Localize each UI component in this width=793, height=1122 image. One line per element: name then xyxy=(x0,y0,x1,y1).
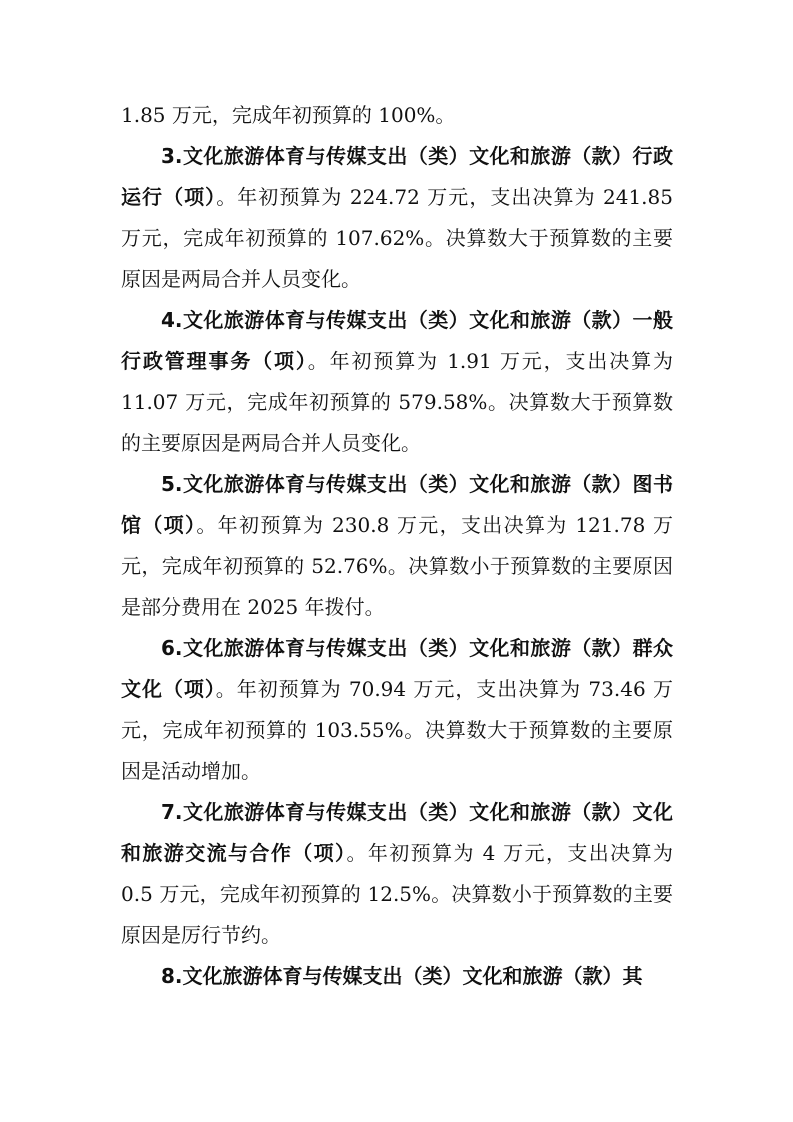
item-paragraph-6 xyxy=(121,628,673,792)
item-body-3: 。年初预算为 224.72 万元，支出决算为 241.85 万元，完成年初预算的 107.62%。决算数大于预算数的主要原因是两局合并人员变化。 xyxy=(121,185,673,291)
item-paragraph-3 xyxy=(121,136,673,300)
item-paragraph-7 xyxy=(121,792,673,956)
item-paragraph-5 xyxy=(121,464,673,628)
continuation-paragraph: 1.85 万元，完成年初预算的 100%。 xyxy=(121,103,456,127)
item-heading-4: 4.文化旅游体育与传媒支出（类）文化和旅游（款）一般行政管理事务（项） xyxy=(121,308,673,373)
item-paragraph-4 xyxy=(121,300,673,464)
item-heading-7: 7.文化旅游体育与传媒支出（类）文化和旅游（款）文化和旅游交流与合作（项） xyxy=(121,800,673,865)
item-body-4: 。年初预算为 1.91 万元，支出决算为 11.07 万元，完成年初预算的 579.58%。决算数大于预算数的主要原因是两局合并人员变化。 xyxy=(121,349,673,455)
item-heading-6: 6.文化旅游体育与传媒支出（类）文化和旅游（款）群众文化（项） xyxy=(121,636,673,701)
document-page xyxy=(121,95,673,997)
item-body-5: 。年初预算为 230.8 万元，支出决算为 121.78 万元，完成年初预算的 52.76%。决算数小于预算数的主要原因是部分费用在 2025 年拨付。 xyxy=(121,513,674,619)
item-heading-3: 3.文化旅游体育与传媒支出（类）文化和旅游（款）行政运行（项） xyxy=(121,144,673,209)
item-body-7: 。年初预算为 4 万元，支出决算为 0.5 万元，完成年初预算的 12.5%。决算数小于预算数的主要原因是厉行节约。 xyxy=(121,841,673,947)
item-heading-5: 5.文化旅游体育与传媒支出（类）文化和旅游（款）图书馆（项） xyxy=(121,472,673,537)
item-paragraph-8 xyxy=(121,956,673,997)
item-heading-8: 8.文化旅游体育与传媒支出（类）文化和旅游（款）其 xyxy=(161,964,643,988)
item-body-6: 。年初预算为 70.94 万元，支出决算为 73.46 万元，完成年初预算的 103.55%。决算数大于预算数的主要原因是活动增加。 xyxy=(121,677,673,783)
